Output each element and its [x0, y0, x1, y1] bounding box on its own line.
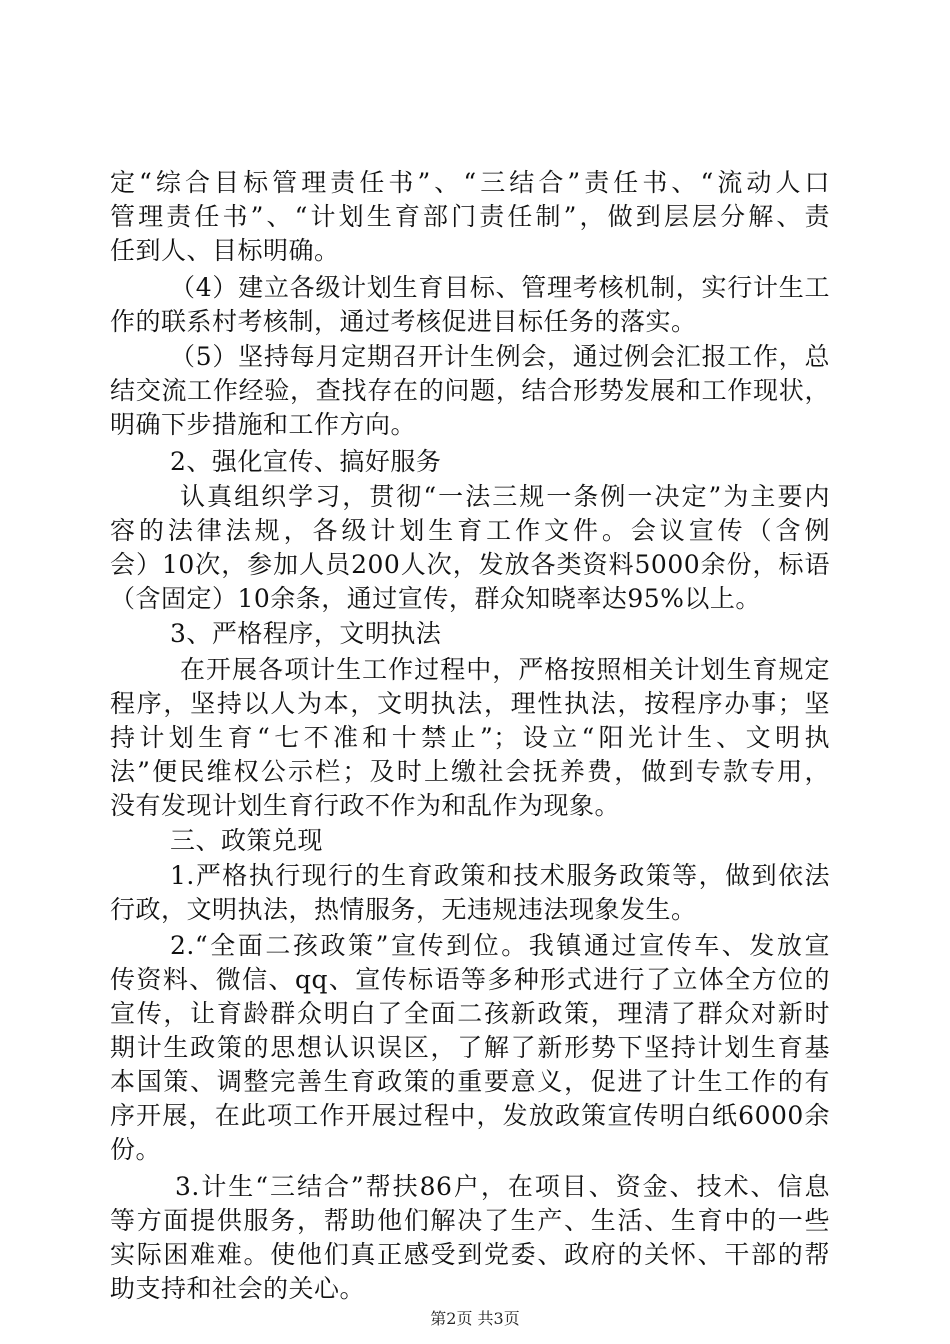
section-heading: 2、强化宣传、搞好服务: [170, 447, 442, 476]
text-line: 实际困难难。使他们真正感受到党委、政府的关怀、干部的帮: [110, 1240, 830, 1269]
text-line: 期计生政策的思想认识误区，了解了新形势下坚持计划生育基: [110, 1033, 830, 1062]
page-number: 第2页 共3页: [430, 1309, 520, 1328]
text-line: 持计划生育“七不准和十禁止”；设立“阳光计生、文明执: [110, 723, 830, 752]
text-line: 本国策、调整完善生育政策的重要意义，促进了计生工作的有: [110, 1067, 830, 1096]
text-line: 宣传，让育龄群众明白了全面二孩新政策，理清了群众对新时: [110, 999, 830, 1028]
text-line: 1.严格执行现行的生育政策和技术服务政策等，做到依法: [170, 861, 830, 890]
text-line: 序开展，在此项工作开展过程中，发放政策宣传明白纸6000余: [110, 1101, 830, 1130]
text-line: （含固定）10余条，通过宣传，群众知晓率达95%以上。: [110, 584, 761, 613]
text-line: 法”便民维权公示栏；及时上缴社会抚养费，做到专款专用，: [110, 757, 830, 786]
text-line: 2.“全面二孩政策”宣传到位。我镇通过宣传车、发放宣: [170, 931, 830, 960]
text-line: 3.计生“三结合”帮扶86户，在项目、资金、技术、信息: [175, 1172, 830, 1201]
text-line: 会）10次，参加人员200人次，发放各类资料5000余份，标语: [110, 550, 830, 579]
text-line: 没有发现计划生育行政不作为和乱作为现象。: [110, 791, 621, 820]
text-line: 份。: [110, 1135, 162, 1164]
text-line: 容的法律法规，各级计划生育工作文件。会议宣传（含例: [110, 516, 830, 545]
text-line: 行政，文明执法，热情服务，无违规违法现象发生。: [110, 895, 697, 924]
text-line: 传资料、微信、qq、宣传标语等多种形式进行了立体全方位的: [110, 965, 830, 994]
text-line: 在开展各项计生工作过程中，严格按照相关计划生育规定: [180, 655, 830, 684]
text-line: 明确下步措施和工作方向。: [110, 410, 417, 439]
text-line: 作的联系村考核制，通过考核促进目标任务的落实。: [110, 307, 697, 336]
text-line: 助支持和社会的关心。: [110, 1274, 366, 1303]
text-line: 等方面提供服务，帮助他们解决了生产、生活、生育中的一些: [110, 1206, 830, 1235]
text-line: （5）坚持每月定期召开计生例会，通过例会汇报工作，总: [170, 342, 830, 371]
text-line: 结交流工作经验，查找存在的问题，结合形势发展和工作现状，: [110, 376, 830, 405]
section-heading: 三、政策兑现: [170, 826, 324, 855]
text-line: 任到人、目标明确。: [110, 236, 340, 265]
text-line: （4）建立各级计划生育目标、管理考核机制，实行计生工: [170, 273, 830, 302]
text-line: 认真组织学习，贯彻“一法三规一条例一决定”为主要内: [180, 482, 830, 511]
text-line: 定“综合目标管理责任书”、“三结合”责任书、“流动人口: [110, 168, 830, 197]
text-line: 程序，坚持以人为本，文明执法，理性执法，按程序办事；坚: [110, 689, 830, 718]
section-heading: 3、严格程序，文明执法: [170, 619, 442, 648]
text-line: 管理责任书”、“计划生育部门责任制”，做到层层分解、责: [110, 202, 830, 231]
